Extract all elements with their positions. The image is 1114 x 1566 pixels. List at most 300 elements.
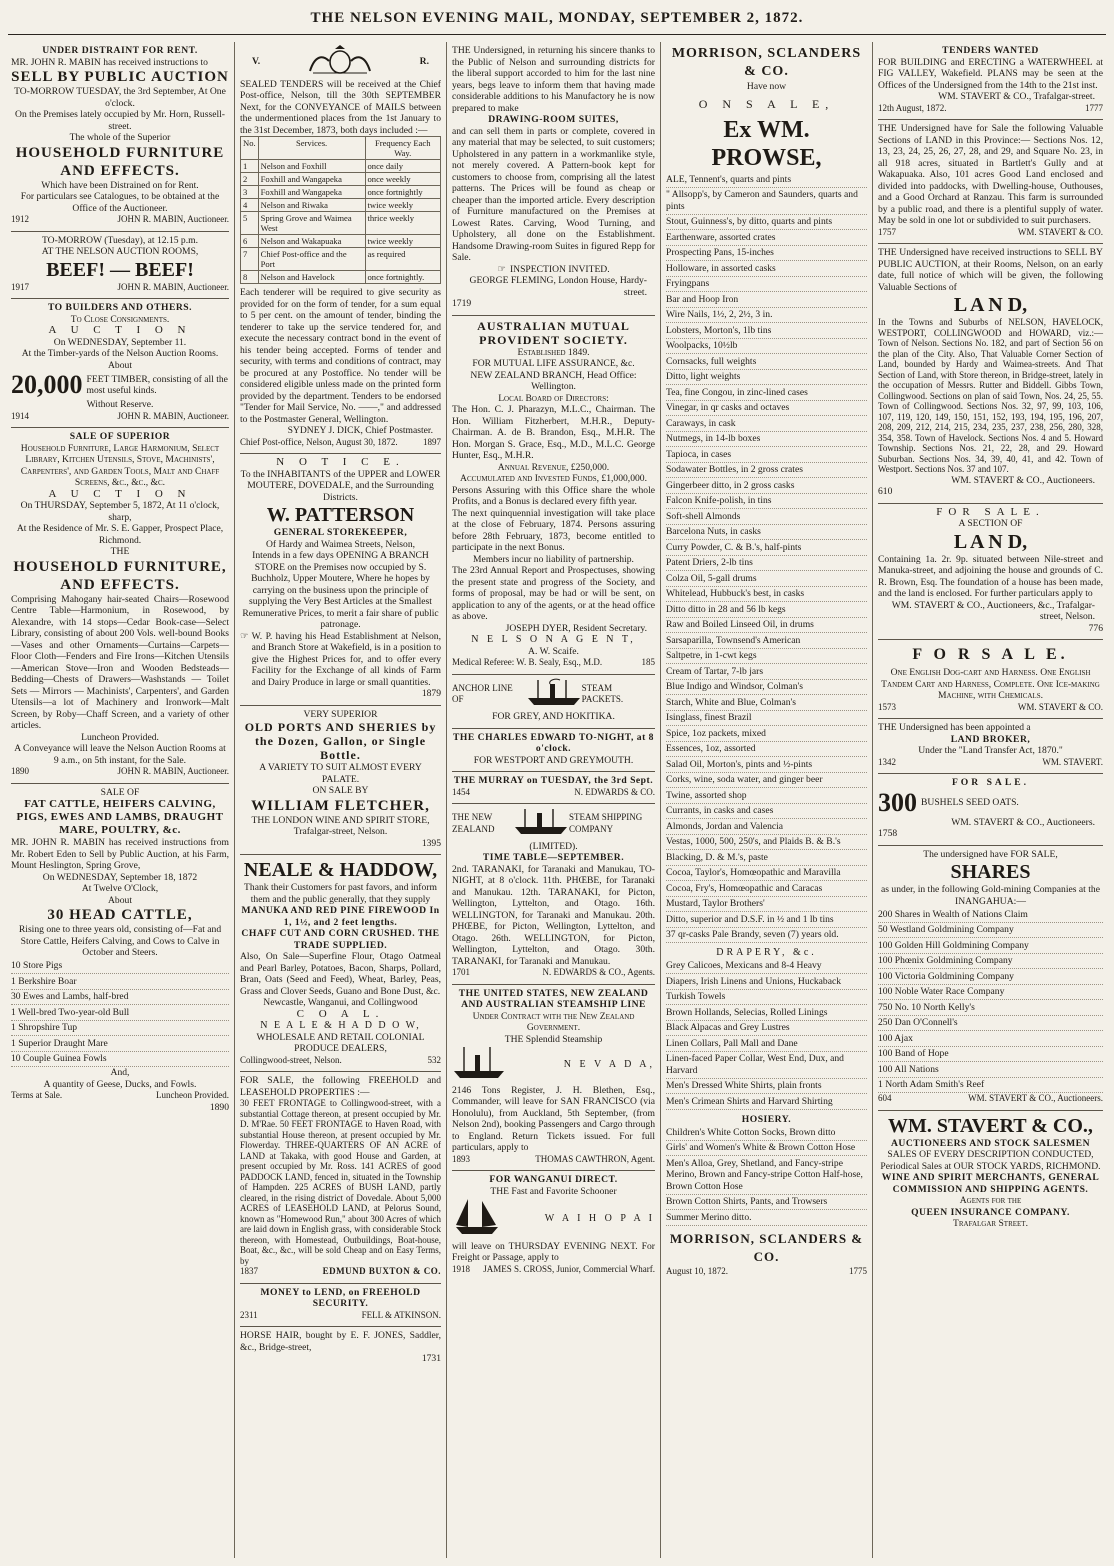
ad-signature: WM. STAVERT & CO. [1017, 701, 1103, 712]
list-item: Children's White Cotton Socks, Brown ditto [666, 1125, 867, 1141]
list-item: Blacking, D. & M.'s, paste [666, 850, 867, 866]
table-cell: once fortnightly. [365, 271, 441, 284]
ad-text: Local Board of Directors: [498, 392, 609, 404]
ad-title: MORRISON, SCLANDERS & CO. [671, 46, 862, 79]
ad-number: 776 [1088, 622, 1103, 634]
table-cell: as required [365, 248, 441, 271]
ad-item: L A N D, [953, 294, 1028, 316]
ad-signature: JOHN R. MABIN, Auctioneer. [117, 281, 229, 292]
ad-heading: FOR WANGANUI DIRECT. [489, 1174, 618, 1185]
list-item: Gingerbeer ditto, in 2 gross casks [666, 478, 867, 494]
ad-title: FOR SALE. [936, 505, 1045, 518]
ad-signature: EDMUND BUXTON & CO. [322, 1266, 441, 1276]
ad-note: INSPECTION INVITED. [509, 263, 610, 275]
ad-subtitle: Established 1849. [517, 346, 590, 358]
ad-signature: JOHN R. MABIN, Auctioneer. [117, 766, 229, 776]
list-item: Woolpacks, 10½lb [666, 339, 867, 355]
ad-buxton [240, 1072, 441, 1284]
ad-land-broker [878, 719, 1103, 774]
list-item: Wire Nails, 1½, 2, 2½, 3 in. [666, 308, 867, 324]
ad-item: L A N D, [953, 530, 1028, 553]
ad-item: 30 HEAD CATTLE, [47, 907, 193, 923]
ad-subtitle: WINE AND SPIRIT MERCHANTS, GENERAL COMMISSION AND SHIPPING AGENTS. [881, 1172, 1100, 1195]
ad-title: THE NEW ZEALAND [452, 812, 495, 834]
table-row [241, 186, 441, 199]
list-item: 10 Store Pigs [11, 959, 229, 975]
ad-text: FOR MUTUAL LIFE ASSURANCE, &c. [472, 358, 635, 369]
list-item: 100 Ajax [878, 1031, 1103, 1047]
ad-body: THE Undersigned, in returning his sincere thanks to the Public of Nelson and surrounding districts for the liberal support accorded to him for the last nine years, begs leave to inform them that having made considerable additions to his Manufactory he is now prepared to make [452, 45, 655, 114]
table-header: No. [241, 137, 259, 160]
column-4 [660, 42, 872, 1558]
table-row [241, 212, 441, 235]
list-item: Turkish Towels [666, 990, 867, 1006]
ad-stavert [878, 1111, 1103, 1235]
ad-signature: WM. STAVERT. [1042, 756, 1103, 767]
list-item: 100 Golden Hill Goldmining Company [878, 938, 1103, 954]
ad-sections: In the Towns and Suburbs of NELSON, HAVELOCK, WESTPORT, COLLINGWOOD and HOWARD, viz.:— Town of Nelson. Sections No. 182, and part of Section 56 on the plan of the City. Also, That Valuable Corner Section of Land, bounded by Hardy and Waimea-streets. And That Section of Land, with Store thereon, in Bridge-street, lately in the occupation of Messrs. Rutter and Biddell. Gibbs Town, Collingwood. Sections on plan of said Town, Nos. 24, 25, 55. Town of Collingwood. Sections Nos. 32, 97, 99, 103, 106, 107, 119, 120, 149, 150, 151, 152, 193, 194, 195, 196, 207, 208, 209, 212, 214, 215, 234, 235, 237, 238, 256, 280, 328, 354, 358. Town of Havelock. Sections Nos. 4 and 5. Howard Township. Sections Nos. 21, 22, 28, and 29. Howard Suburban. Sections Nos. 34, 39, 40, 41, and 42. Town of Westport. Sections Nos. 37 and 107. [878, 317, 1103, 474]
masthead: THE NELSON EVENING MAIL, MONDAY, SEPTEMBER 2, 1872. [310, 10, 804, 26]
ad-title: N E A L E & H A D D O W, [260, 1020, 421, 1031]
list-item: 100 All Nations [878, 1062, 1103, 1078]
ad-text: Accumulated and Invested Funds, £1,000,000. [460, 473, 647, 484]
ad-heading: N O T I C E. [276, 456, 405, 468]
ad-seed-oats [878, 774, 1103, 846]
ad-note: Luncheon Provided. [156, 1090, 229, 1100]
ad-body: The next quinquennial investigation will take place at the close of February, 1874. Persons assuring before 28th February, 1873, become entitled to participate in the next Bonus. [452, 507, 655, 553]
ad-quantity: 20,000 [11, 370, 83, 399]
list-item: Girls' and Women's White & Brown Cotton Hose [666, 1141, 867, 1157]
table-cell: 8 [241, 271, 259, 284]
ad-item: MANUKA AND RED PINE FIREWOOD In 1, 1½, and 2 feet lengths. [241, 905, 440, 928]
ad-text: A. W. Scaife. [528, 645, 579, 657]
list-item: Stout, Guinness's, by ditto, quarts and pints [666, 215, 867, 231]
ad-number: 610 [878, 486, 893, 497]
ad-subtitle: Under Contract with the New Zealand Government. [472, 1010, 635, 1033]
ad-text: Agents for the [959, 1195, 1022, 1206]
ad-note: A quantity of Geese, Ducks, and Fowls. [43, 1078, 197, 1090]
list-item: Tapioca, in cases [666, 447, 867, 463]
list-item: 30 Ewes and Lambs, half-bred [11, 990, 229, 1006]
list-item: Cocoa, Fry's, Homœopathic and Caracas [666, 881, 867, 897]
ad-number: 532 [427, 1054, 441, 1065]
table-cell: 7 [241, 248, 259, 271]
ad-body: as under, in the following Gold-mining Companies at the INANGAHUA:— [881, 884, 1100, 907]
ad-superior [11, 428, 229, 784]
ad-number: 1701 [452, 967, 470, 977]
ad-date: Chief Post-office, Nelson, August 30, 1872. [240, 436, 398, 447]
list-item: Vinegar, in qr casks and octaves [666, 401, 867, 417]
list-item: Men's Alloa, Grey, Shetland, and Fancy-stripe Merino, Brown and Fancy-stripe Cotton Half-hose, Brown Cotton Hose [666, 1156, 867, 1195]
ad-signature: FELL & ATKINSON. [361, 1309, 441, 1320]
ad-note: Luncheon Provided. [81, 731, 159, 743]
table-cell: Nelson and Riwaka [258, 199, 365, 212]
list-item: Currants, in casks and cases [666, 804, 867, 820]
ad-subtitle: (LIMITED). [529, 840, 578, 852]
royal-crest-icon [305, 45, 375, 79]
ad-location: THE LONDON WINE AND SPIRIT STORE, Trafalgar-street, Nelson. [251, 814, 430, 837]
hosiery-list [666, 1125, 867, 1226]
ad-text: Annual Revenue, £250,000. [497, 461, 610, 473]
list-item: Patent Driers, 2-lb tins [666, 556, 867, 572]
ad-number: 1777 [1085, 102, 1103, 113]
ad-number: 1893 [452, 1153, 470, 1164]
ad-body: will leave on THURSDAY EVENING NEXT. For Freight or Passage, apply to [452, 1240, 655, 1263]
list-item: 1 Well-bred Two-year-old Bull [11, 1005, 229, 1021]
ad-number: 2311 [240, 1309, 258, 1320]
list-item: Caraways, in cask [666, 416, 867, 432]
ad-item: CHAFF CUT AND CORN CRUSHED. THE TRADE SUPPLIED. [241, 928, 440, 951]
masthead-rule [8, 34, 1106, 35]
ad-signature: WM. STAVERT & CO., Auctioneers. [951, 816, 1095, 828]
list-item: Ditto, superior and D.S.F. in ½ and 1 lb tins [666, 912, 867, 928]
list-item: 750 No. 10 North Kelly's [878, 1000, 1103, 1016]
ad-body: Containing 1a. 2r. 9p. situated between Nile-street and Manuka-street, and adjoining the house and grounds of C. R. Brown, Esq. The foundation of a house has been made, and the land is enclosed. For further particulars apply to [878, 553, 1103, 599]
list-item: Ditto, light weights [666, 370, 867, 386]
ad-horse-hair [240, 1327, 441, 1370]
ad-text: About [108, 359, 132, 371]
ad-description: Rising one to three years old, consisting of—Fat and Store Cattle, Heifers Calving, and Cows to Calve in October and Steers. [18, 924, 222, 958]
ad-title: HORSE HAIR, bought by E. F. JONES, Saddler, &c., Bridge-street, [240, 1330, 441, 1353]
column-5 [872, 42, 1108, 1558]
ad-number: 1912 [11, 214, 29, 224]
ad-item: OLD PORTS AND SHERIES by the Dozen, Gallon, or Single Bottle. [244, 720, 437, 762]
list-item: Brown Cotton Shirts, Pants, and Trowsers [666, 1195, 867, 1211]
ad-list: Household Furniture, Large Harmonium, Select Library, Kitchen Utensils, Stove, Machinists', Carpenters', and Garden Tools, Malt and Chaff Screens, &c., &c., &c. [20, 442, 220, 488]
table-cell: twice weekly [365, 235, 441, 248]
ad-number: 1454 [452, 786, 470, 797]
table-header-row [241, 137, 441, 160]
ad-signature: WM. STAVERT & CO., Auctioneers. [968, 1093, 1103, 1103]
table-cell: once daily [365, 160, 441, 173]
list-item: Starch, White and Blue, Colman's [666, 695, 867, 711]
table-cell: 6 [241, 235, 259, 248]
ad-heading: THE UNITED STATES, NEW ZEALAND AND AUSTRALIAN STEAMSHIP LINE [458, 987, 649, 1010]
crest-right-letter: R. [419, 56, 429, 67]
ad-body: Persons Assuring with this Office share the whole Profits, and a Bonus is declared every fifth year. [452, 484, 655, 507]
ad-section-heading: HOSIERY. [741, 1113, 792, 1125]
ad-number: 1917 [11, 281, 29, 292]
table-cell: 2 [241, 173, 259, 186]
ad-shares [878, 846, 1103, 1111]
table-cell: thrice weekly [365, 212, 441, 235]
ad-item: SHARES [950, 861, 1031, 883]
ad-patterson [240, 454, 441, 706]
ad-signature: GEORGE FLEMING, London House, Hardy-street. [469, 275, 647, 298]
ad-nz-shipping [452, 804, 655, 985]
list-item: Vestas, 1000, 500, 250's, and Plaids B. & B.'s [666, 835, 867, 851]
ad-body: THE Undersigned have received instructions to SELL BY PUBLIC AUCTION, at their Rooms, Nelson, on an early date, full notice of which will be given, the following Valuable Sections of [878, 247, 1103, 293]
ad-title: WM. STAVERT & CO., [888, 1114, 1093, 1137]
list-item: Barcelona Nuts, in casks [666, 525, 867, 541]
list-item: 1 Superior Draught Mare [11, 1036, 229, 1052]
ad-body: 2146 Tons Register, J. H. Blethen, Esq., Commander, will leave for SAN FRANCISCO (via Honolulu), from Auckland, 5th September, (from Nelson 2nd), booking Passengers and Cargo through to England. Return Tickets issued. For full particulars, apply to [452, 1084, 655, 1153]
ad-neale-haddow [240, 855, 441, 1072]
pointing-hand-icon: ☞ [240, 630, 249, 642]
ad-tenders-wanted [878, 42, 1103, 120]
ad-charles-edward [452, 729, 655, 773]
ad-title: STEAM PACKETS. [581, 682, 624, 705]
list-item: Prospecting Pans, 15-inches [666, 246, 867, 262]
ad-title: STEAM SHIPPING COMPANY [568, 812, 643, 834]
list-item: Grey Calicoes, Mexicans and 8-4 Heavy [666, 959, 867, 975]
list-item: Earthenware, assorted crates [666, 230, 867, 246]
ad-body: MR. JOHN R. MABIN has received instructions from Mr. Robert Eden to Sell by Public Auction, at his Farm, Mount Heslington, Spring Grove, [11, 837, 229, 871]
list-item: 37 qr-casks Pale Brandy, seven (7) years old. [666, 928, 867, 944]
list-item: Holloware, in assorted casks [666, 261, 867, 277]
steamship-icon [452, 1045, 506, 1085]
table-row [241, 160, 441, 173]
ad-text: About [108, 894, 132, 906]
list-item: Fryingpans [666, 277, 867, 293]
ad-note: Members incur no liability of partnership. [473, 553, 634, 565]
ad-note: W. P. having his Head Establishment at Nelson, and Branch Store at Wakefield, is in a position to give the Highest Prices for, and to offer every Facility for the Exchange of all kinds of Farm and Dairy Produce in large or small quantities. [251, 630, 441, 688]
ad-heading: SALE OF SUPERIOR [69, 431, 171, 442]
ad-section-heading: DRAPERY, &c. [716, 947, 817, 958]
ad-text: The whole of the Superior [69, 132, 171, 143]
table-row [241, 235, 441, 248]
ad-title: A U C T I O N [48, 324, 192, 336]
list-item: Essences, 1oz, assorted [666, 742, 867, 758]
list-item: 200 Shares in Wealth of Nations Claim [878, 907, 1103, 923]
ad-item: LAND BROKER, [950, 733, 1031, 745]
ad-number: 1758 [878, 828, 898, 839]
list-item: Linen Collars, Pall Mall and Dane [666, 1036, 867, 1052]
table-cell: 3 [241, 186, 259, 199]
ad-body: SALES OF EVERY DESCRIPTION CONDUCTED, Periodical Sales at OUR STOCK YARDS, RICHMOND. [880, 1149, 1101, 1172]
list-item: 100 Noble Water Race Company [878, 985, 1103, 1001]
drapery-list [666, 959, 867, 1110]
ad-item: DRAWING-ROOM SUITES, [488, 114, 619, 125]
ad-body: One English Dog-cart and Harness. One English Tandem Cart and Harness, Complete. One Ice-making Machine, with Chemicals. [881, 667, 1100, 701]
ad-subtitle: A SECTION OF [958, 518, 1023, 529]
ad-item: BEEF! — BEEF! [46, 258, 194, 281]
table-cell: Foxhill and Wangapeka [258, 173, 365, 186]
ad-heading: TO BUILDERS AND OTHERS. [47, 302, 193, 313]
ad-signature: JOSEPH DYER, Resident Secretary. [505, 622, 647, 634]
ad-date: TO-MORROW TUESDAY, the 3rd September, At One o'clock. [14, 86, 226, 109]
table-cell: Foxhill and Wangapeka [258, 186, 365, 199]
list-item: Mustard, Taylor Brothers' [666, 897, 867, 913]
ad-item: HOUSEHOLD FURNITURE, AND EFFECTS. [13, 558, 227, 593]
ad-land-auction [878, 244, 1103, 504]
table-cell: Nelson and Wakapuaka [258, 235, 365, 248]
list-item: Almonds, Jordan and Valencia [666, 819, 867, 835]
ad-ship-name: Ex WM. PROWSE, [711, 117, 822, 171]
ad-terms: Each tenderer will be required to give security as provided for on the form of tender, for a sum equal to 5 per cent. on the amount of tender, binding the tenderer to take up the service tendered for, and execute the necessary contract bond in the event of his tender being accepted. Forms of tender and security, with terms and conditions of contract, may be procured at any Postoffice. No tender will be considered eligible unless made on the printed form provided by the department. Tenders to be endorsed "Tender for Mail Service, No. ——," and addressed to the Postmaster General, Wellington. [240, 287, 441, 425]
steamship-icon [526, 678, 582, 712]
ad-body: Comprising Mahogany hair-seated Chairs—Rosewood Centre Table—Harmonium, in Rosewood, by Alexandre, with 14 stops—Cedar Book-case—Select Library, consisting of about 200 Vols. well-bound Books—Vases and other Ornaments—Curtains—Carpets—Floor Cloth—Fenders and Fire Irons—Kitchen Utensils—American Stove—Iron and Wooden Bedsteads—Bedding—Chests of Drawers—Washstands — Toilet Sets — Mirrors — Machinists', Carpenters', and Garden Utensils—a lot of Machinery and Ironwork—Malt Screen, by Roby—Chaff Screen, and a variety of other articles. [11, 593, 229, 731]
list-item: Curry Powder, C. & B.'s, half-pints [666, 540, 867, 556]
table-cell: 1 [241, 160, 259, 173]
ad-fleming [452, 42, 655, 316]
list-item: 250 Dan O'Connell's [878, 1016, 1103, 1032]
ad-text: Have now [746, 81, 787, 92]
ad-body: The 23rd Annual Report and Prospectuses, showing the present state and progress of the Society, and forms of proposal, may be had or will be sent, on application to any of the agents, or at the head office as above. [452, 565, 655, 622]
table-row [241, 248, 441, 271]
ad-date: 12th August, 1872. [878, 102, 947, 113]
ad-title: ANCHOR LINE OF [452, 682, 513, 705]
table-cell: Chief Post-office and the Port [258, 248, 365, 271]
ad-subtitle: N E L S O N A G E N T, [471, 634, 636, 645]
list-item: Bar and Hoop Iron [666, 292, 867, 308]
ad-anchor-line [452, 675, 655, 729]
ad-number: 1890 [11, 766, 29, 776]
ad-signature: WM. STAVERT & CO., Auctioneers, &c., Trafalgar-street, Nelson. [891, 599, 1095, 622]
ad-number: 1775 [849, 1265, 867, 1276]
ad-number: 1879 [421, 688, 441, 699]
ad-text: The undersigned have FOR SALE, [923, 848, 1058, 860]
list-item: Diapers, Irish Linens and Unions, Huckaback [666, 974, 867, 990]
ad-body: Thank their Customers for past favors, and inform them and the public generally, that they supply [244, 882, 437, 905]
ad-date: TO-MORROW (Tuesday), at 12.15 p.m. [42, 234, 198, 246]
steamship-icon [513, 807, 569, 841]
ad-note-conveyance: A Conveyance will leave the Nelson Auction Rooms at 9 a.m., on 5th instant, for the Sale. [14, 743, 226, 766]
ad-number: 1573 [878, 701, 896, 712]
list-item: Brown Hollands, Selecias, Rolled Linings [666, 1005, 867, 1021]
ad-title: A U C T I O N [48, 487, 192, 500]
list-item: 100 Victoria Goldmining Company [878, 969, 1103, 985]
ad-text: THE [110, 546, 130, 557]
table-cell: Nelson and Foxhill [258, 160, 365, 173]
list-item: 1 North Adam Smith's Reef [878, 1078, 1103, 1094]
ad-text: Also, On Sale—Superfine Flour, Otago Oatmeal and Pearl Barley, Potatoes, Bacon, Sharps, Pollard, Bran, Oats (Seed and Feed), Wheat, Barley, Peas, Grass and Clover Seeds, Guano and Bone Dust, &c. [240, 951, 441, 997]
ad-number: 1918 [452, 1263, 470, 1274]
table-cell: 5 [241, 212, 259, 235]
ad-morrison [666, 42, 867, 1282]
ad-title: WILLIAM FLETCHER, [251, 797, 430, 814]
list-item: 100 Band of Hope [878, 1047, 1103, 1063]
ad-note: Which have been Distrained on for Rent. [41, 179, 199, 191]
schooner-icon [452, 1197, 502, 1241]
ad-title: N E V A D A, [563, 1059, 655, 1070]
ad-heading: TIME TABLE—SEPTEMBER. [482, 852, 625, 863]
ad-nevada [452, 985, 655, 1172]
ad-title: SELL BY PUBLIC AUCTION [11, 69, 229, 85]
list-item: Men's Crimean Shirts and Harvard Shirting [666, 1094, 867, 1110]
ad-quantity: 300 [878, 787, 917, 817]
ad-title: MONEY to LEND, on FREEHOLD SECURITY. [260, 1286, 421, 1309]
ad-terms: Terms at Sale. [11, 1090, 63, 1100]
list-item: Cream of Tartar, 7-lb jars [666, 664, 867, 680]
ad-text: Under the "Land Transfer Act, 1870." [918, 745, 1063, 756]
ad-body: THE Undersigned has been appointed a [878, 722, 1031, 733]
list-item: " Allsopp's, by Cameron and Saunders, quarts and pints [666, 188, 867, 215]
ad-builders [11, 299, 229, 428]
ad-number: 1897 [423, 436, 441, 447]
ad-subheading: To Close Consignments. [70, 313, 170, 325]
ad-body: and can sell them in parts or complete, covered in any material that may be selected, to suit customers; Upholstered in any pattern in a workmanlike style, not merely covered. A Pattern-book kept for customers to choose from, comprising all the latest patterns. The Prices will be found as cheap or cheaper than the imported article. Every description of Furniture manufactured on the Premises at Lowest Rates. Carving, Wood Turning, and Upholstery, all done on the Establishment. Handsome Drawing-room Suites in figured Repp for Sale. [452, 125, 655, 263]
ad-body: FOR BUILDING and ERECTING a WATERWHEEL at FIG VALLEY, Wakefield. PLANS may be seen at the Offices of the Undersigned from the 14th to the 21st inst. [878, 56, 1103, 91]
list-item: 10 Couple Guinea Fowls [11, 1052, 229, 1068]
list-item: Falcon Knife-polish, in tins [666, 494, 867, 510]
ad-text: Newcastle, Wanganui, and Collingwood [263, 997, 418, 1008]
ad-location: Trafalgar Street. [953, 1218, 1028, 1229]
ad-item: FEET TIMBER, consisting of all the most useful kinds. [86, 373, 228, 396]
ad-text: THE Fast and Favorite Schooner [490, 1185, 617, 1197]
list-item: 1 Berkshire Boar [11, 974, 229, 990]
ad-route: FOR GREY, AND HOKITIKA. [492, 711, 615, 722]
table-row [241, 173, 441, 186]
ad-location: Collingwood-street, Nelson. [240, 1054, 342, 1065]
list-item: Cocoa, Taylor's, Homœopathic and Maravilla [666, 866, 867, 882]
ad-number: 1890 [209, 1101, 229, 1113]
ad-number: 1395 [421, 837, 441, 849]
ad-heading: VERY SUPERIOR [303, 708, 378, 720]
list-item: Salad Oil, Morton's, pints and ½-pints [666, 757, 867, 773]
ad-subtitle: QUEEN INSURANCE COMPANY. [911, 1206, 1070, 1218]
ad-note: Without Reserve. [86, 399, 154, 410]
ad-location: On the Premises lately occupied by Mr. Horn, Russell-street. [15, 109, 225, 132]
ad-heading: UNDER DISTRAINT FOR RENT. [42, 45, 198, 56]
list-item: 1 Shropshire Tup [11, 1021, 229, 1037]
ad-title: NEALE & HADDOW, [243, 859, 438, 881]
list-item: Sarsaparilla, Townsend's American [666, 633, 867, 649]
list-item: Spice, 1oz packets, mixed [666, 726, 867, 742]
ad-time: At Twelve O'Clock, [81, 883, 159, 894]
ad-signature: WM. STAVERT & CO. [1017, 226, 1103, 237]
column-2 [234, 42, 446, 1558]
column-3 [446, 42, 660, 1558]
ad-number: 1914 [11, 410, 29, 421]
list-item: Black Alpacas and Grey Lustres [666, 1021, 867, 1037]
ad-title: TENDERS WANTED [942, 45, 1039, 56]
list-item: Twine, assorted shop [666, 788, 867, 804]
list-item: Nutmegs, in 14-lb boxes [666, 432, 867, 448]
ad-date: August 10, 1872. [666, 1265, 729, 1276]
ad-timetable: 2nd. TARANAKI, for Taranaki and Manukau, TO-NIGHT, at 8 o'clock. 11th. PHŒBE, for Taranaki and Manukau. 12th. TARANAKI, for Picton, Wellington, Lyttelton, and Otago. 16th. WELLINGTON, for Taranaki and Manukau. 20th. PHŒBE, for Picton, Wellington, Lyttelton, and Otago. 26th. WELLINGTON, for Picton, Wellington, Lyttelton, and Otago. 30th. TARANAKI, for Taranaki and Manukau. [452, 863, 655, 967]
ad-body: THE Undersigned have for Sale the following Valuable Sections of LAND in this Province:— Sections Nos. 12, 13, 23, 24, 25, 26, 27, 28, and 29, and Square No. 23, in all 918 acres, situated in Bartlett's Gully and at Wakapuaka. Also, 101 acres Good Land enclosed and divided into paddocks, with Dwelling-house, Outhouses, and a Good Orchard at Ranzau. This farm is surrounded by a public road, and there is a plentiful supply of water. May be sold in one lot or subdivided to suit purchasers. [878, 123, 1103, 226]
ad-money [240, 1284, 441, 1328]
ad-body: MR. JOHN R. MABIN has received instructions to [11, 56, 208, 68]
ad-signature: WM. STAVERT & CO., Auctioneers. [951, 474, 1095, 486]
ad-title: W A I H O P A I [544, 1213, 655, 1224]
ad-carts-for-sale [878, 640, 1103, 719]
ad-title: AUSTRALIAN MUTUAL PROVIDENT SOCIETY. [477, 318, 630, 347]
ad-number: 185 [641, 657, 655, 667]
table-row [241, 271, 441, 284]
list-item: Soft-shell Almonds [666, 509, 867, 525]
ad-number: 1757 [878, 226, 896, 237]
ad-distraint [11, 42, 229, 232]
ad-body: Intends in a few days OPENING A BRANCH STORE on the Premises now occupied by S. Buchholz, Upper Moutere, Where he hopes by carrying on the business upon the principle of supplying the Very Best Articles at the Smallest Remunerative Prices, to merit a fair share of public patronage. [242, 550, 439, 630]
ad-signature: WM. STAVERT & CO., Trafalgar-street. [938, 91, 1095, 102]
ad-body: 30 FEET FRONTAGE to Collingwood-street, with a substantial Cottage thereon, at present occupied by Mr. D. M'Rae. 50 FEET FRONTAGE to Haven Road, with substantial House thereon, at present occupied by Mr. Flowerday. THREE-QUARTERS OF AN ACRE of LAND at Takaka, with good House and Garden, at present occupied by Mr. Ross. 141 ACRES of good PADDOCK LAND, fenced in, situated in the Township of Hampden. 225 ACRES of BUSH LAND, partly cleared, in the rising district of Dovedale. About 5,000 ACRES of LEASEHOLD LAND, at Pelorus Sound, known as "Homewood Run," about 300 Acres of which are laid down in English grass, with considerable Stock thereon, with Homestead, Outbuildings, Boat-house, Boat, &c., &c., will be sold Cheap and on Easy Terms, by [240, 1098, 441, 1266]
ad-directors: The Hon. C. J. Pharazyn, M.L.C., Chairman. The Hon. William Fitzherbert, M.H.R., Deputy-Chairman. A. de B. Brandon, Esq., M.H.R. The Hon. Morgan S. Grace, Esq., M.D., M.L.C. George Hunter, Esq., M.H.R. [452, 404, 655, 461]
ad-text: THE Splendid Steamship [504, 1033, 603, 1045]
ad-signature: N. EDWARDS & CO., Agents. [542, 967, 655, 977]
ad-text: And, [110, 1067, 130, 1078]
table-cell: 4 [241, 199, 259, 212]
ad-subtitle: AUCTIONEERS AND STOCK SALESMEN [890, 1137, 1090, 1149]
ad-date: On THURSDAY, September 5, 1872, At 11 o'clock, sharp, [20, 500, 220, 523]
list-item: Linen-faced Paper Collar, West End, Dux, and Harvard [666, 1052, 867, 1079]
list-item: Ditto ditto in 28 and 56 lb kegs [666, 602, 867, 618]
list-item: Colza Oil, 5-gall drums [666, 571, 867, 587]
list-item: Cornsacks, full weights [666, 354, 867, 370]
ad-title: THE CHARLES EDWARD TO-NIGHT, at 8 o'clock. [453, 731, 654, 754]
ad-sections-for-sale [878, 120, 1103, 244]
column-1 [6, 42, 234, 1558]
ad-body: SEALED TENDERS will be received at the Chief Post-office, Nelson, till the 30th SEPTEMBER Next, for the CONVEYANCE of MAILS between the undermentioned places from the 1st January to the 31st December, 1873, both days included :— [240, 78, 441, 136]
list-item: Corks, wine, soda water, and ginger beer [666, 773, 867, 789]
pointing-hand-icon: ☞ [497, 263, 506, 275]
list-item: 100 Phœnix Goldmining Company [878, 954, 1103, 970]
ad-mail-tenders [240, 42, 441, 454]
ad-title: FAT CATTLE, HEIFERS CALVING, PIGS, EWES AND LAMBS, DRAUGHT MARE, POULTRY, &c. [16, 798, 224, 836]
ad-land-for-sale [878, 504, 1103, 641]
ad-signature: N. EDWARDS & CO. [574, 786, 655, 797]
